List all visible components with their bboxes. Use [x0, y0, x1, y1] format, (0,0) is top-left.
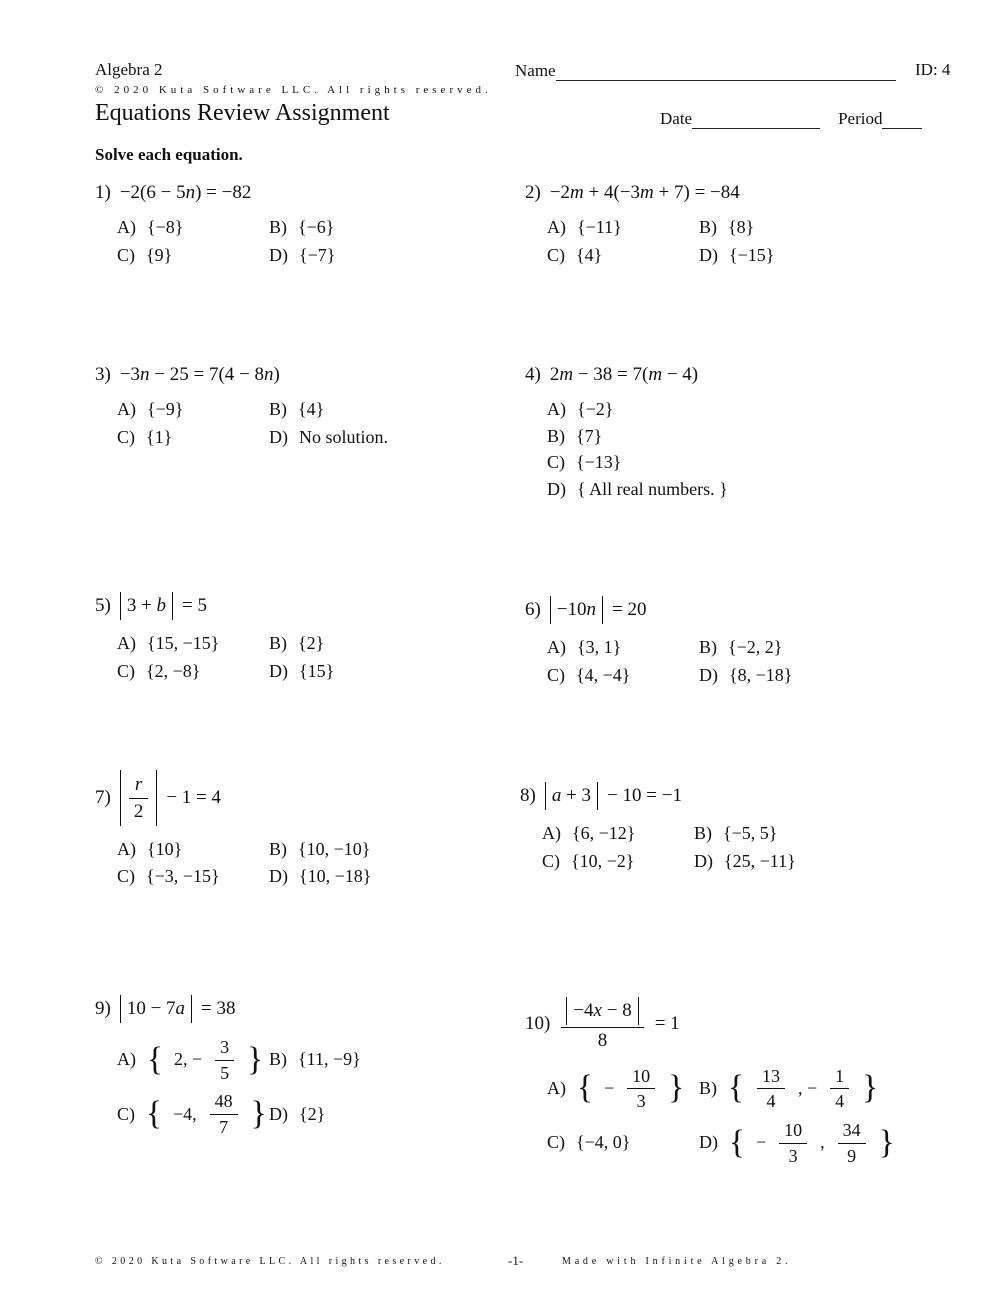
choice-d: D) { − $\frac{10}{3}$ , $\frac{34}{9}$ } — [699, 1120, 895, 1166]
course-label: Algebra 2 — [95, 60, 163, 79]
choice-d — [699, 665, 792, 686]
choice-label: D) — [694, 850, 713, 871]
fraction-denominator: 3 — [636, 1091, 646, 1112]
equation-text: = 38 — [201, 998, 236, 1019]
date-label: Date — [660, 108, 693, 128]
problem-8 — [520, 782, 796, 871]
choices — [117, 839, 371, 887]
choice-value: {4, −4} — [576, 664, 631, 685]
fraction — [627, 1065, 655, 1112]
choice-c — [542, 851, 694, 872]
choice-label: B) — [547, 425, 565, 446]
problem-number: 9) — [95, 998, 111, 1019]
choice-value: {−7} — [299, 244, 336, 265]
choice-c: C) { −4, $\frac{48}{7}$ } — [117, 1091, 267, 1137]
fraction-denominator: 9 — [847, 1145, 857, 1166]
choice-value: {15} — [299, 660, 335, 681]
choice-value: {−13} — [576, 452, 622, 473]
equation — [95, 592, 334, 620]
choice-value: {−3, −15} — [146, 866, 220, 887]
choice-d — [694, 851, 796, 872]
choice-value: − — [755, 1132, 767, 1153]
footer-copyright: © 2020 Kuta Software LLC. All rights reserved. — [95, 1256, 445, 1267]
choice-value: {−9} — [147, 398, 184, 419]
equation — [525, 182, 774, 204]
choice-b — [269, 399, 388, 420]
choice-label: C) — [117, 660, 135, 681]
choices — [117, 217, 335, 265]
choice-value: {−11} — [577, 216, 622, 237]
problem-7 — [95, 770, 371, 887]
choices — [117, 633, 334, 681]
choice-value: {25, −11} — [724, 850, 796, 871]
instructions: Solve each equation. — [95, 145, 243, 164]
fraction — [838, 1119, 866, 1166]
choices — [547, 399, 728, 500]
choice-value: {10, −18} — [299, 866, 372, 887]
choices — [547, 637, 792, 685]
choice-value: , — [820, 1132, 825, 1153]
choice-value: {−15} — [729, 244, 775, 265]
fraction-denominator: 4 — [835, 1091, 845, 1112]
choice-d — [699, 245, 774, 266]
choice-label: C) — [117, 866, 135, 887]
fraction-numerator: 34 — [838, 1119, 866, 1144]
equation-text: − 1 = 4 — [166, 786, 222, 808]
choice-value: {7} — [576, 425, 603, 446]
choice-c — [117, 661, 269, 682]
choices — [117, 399, 388, 447]
choice-label: A) — [547, 636, 566, 657]
absolute-value: −4x − 8 — [566, 997, 638, 1025]
fraction — [561, 996, 643, 1052]
problem-number: 3) — [95, 364, 111, 385]
page-number: -1- — [508, 1253, 524, 1268]
equation — [525, 364, 728, 386]
absolute-value: a + 3 — [545, 782, 598, 810]
period-blank-line — [882, 108, 922, 129]
problem-10 — [525, 996, 895, 1166]
fraction-denominator: 4 — [766, 1091, 776, 1112]
choice-value: {−6} — [298, 216, 335, 237]
choice-b: B) { $\frac{13}{4}$ , − $\frac{1}{4}$ } — [699, 1065, 879, 1112]
fraction-denominator: 8 — [597, 1029, 608, 1051]
choice-d — [269, 661, 334, 682]
choice-label: C) — [547, 244, 565, 265]
choice-value: {10} — [147, 838, 183, 859]
choice-label: C) — [542, 850, 560, 871]
choice-label: A) — [117, 1049, 136, 1070]
choices — [547, 1065, 895, 1167]
choice-d — [269, 1104, 361, 1125]
choice-d — [269, 245, 335, 266]
fraction-numerator: 1 — [830, 1065, 849, 1090]
choice-label: A) — [542, 822, 561, 843]
choice-b — [269, 1049, 361, 1070]
choice-label: A) — [547, 1078, 566, 1099]
problem-number: 7) — [95, 786, 111, 808]
choice-label: A) — [117, 632, 136, 653]
choices — [547, 217, 774, 265]
choice-value: { All real numbers. } — [577, 478, 728, 499]
choice-c — [117, 245, 269, 266]
choice-value: {2} — [298, 632, 325, 653]
fraction-numerator: r — [129, 773, 149, 799]
copyright-line: © 2020 Kuta Software LLC. All rights reserved. — [95, 84, 492, 96]
choice-value: {−2} — [577, 398, 614, 419]
fraction — [779, 1119, 807, 1166]
choice-d — [269, 427, 388, 448]
fraction — [129, 773, 149, 823]
problem-number: 8) — [520, 785, 536, 806]
problem-number: 1) — [95, 182, 111, 203]
choice-c — [547, 245, 699, 266]
choice-c — [547, 665, 699, 686]
problem-number: 4) — [525, 364, 541, 385]
equation-text: = 5 — [182, 595, 208, 616]
choice-value: {4} — [576, 244, 603, 265]
choice-value: {4} — [298, 398, 325, 419]
name-blank-line — [556, 60, 896, 81]
name-row — [515, 60, 896, 81]
problem-number: 5) — [95, 595, 111, 616]
choice-c — [547, 452, 621, 473]
absolute-value: 3 + b — [120, 592, 173, 620]
equation — [525, 996, 895, 1052]
footer-made-with: Made with Infinite Algebra 2. — [562, 1256, 792, 1267]
choice-value: {−2, 2} — [728, 636, 783, 657]
choice-label: D) — [269, 1103, 288, 1124]
problem-number: 6) — [525, 599, 541, 620]
problem-1 — [95, 182, 335, 265]
equation — [520, 782, 796, 810]
choice-value: {1} — [146, 426, 173, 447]
fraction — [830, 1065, 849, 1112]
equation — [525, 596, 792, 624]
choice-label: D) — [269, 866, 288, 887]
choice-label: A) — [117, 216, 136, 237]
fraction-numerator — [561, 996, 643, 1028]
choice-a — [542, 823, 694, 844]
choice-d — [547, 479, 728, 500]
equation — [95, 364, 388, 386]
choice-value: No solution. — [299, 426, 389, 447]
fraction-denominator: 2 — [133, 800, 144, 822]
problem-5 — [95, 592, 334, 681]
problem-3 — [95, 364, 388, 447]
choice-label: B) — [269, 216, 287, 237]
choice-label: D) — [699, 244, 718, 265]
problem-number: 2) — [525, 182, 541, 203]
choices — [542, 823, 796, 871]
choice-value: 2, − — [173, 1049, 203, 1070]
fraction-denominator: 5 — [220, 1062, 230, 1083]
choice-value: {8} — [728, 216, 755, 237]
choice-c — [547, 1132, 699, 1153]
choice-b — [547, 426, 602, 447]
choice-label: D) — [269, 244, 288, 265]
absolute-value: −10n — [550, 596, 603, 624]
choice-value: {3, 1} — [577, 636, 622, 657]
problem-2 — [525, 182, 774, 265]
equation-text: = 1 — [654, 1012, 680, 1034]
choice-label: B) — [699, 216, 717, 237]
fraction — [215, 1036, 234, 1083]
choice-b — [269, 633, 334, 654]
choice-label: B) — [269, 1049, 287, 1070]
equation-text: = 20 — [612, 599, 647, 620]
choice-label: C) — [547, 1132, 565, 1153]
choice-label: B) — [269, 632, 287, 653]
problem-9 — [95, 995, 361, 1138]
choice-a: A) { 2, − $\frac{3}{5}$ } — [117, 1036, 264, 1083]
choice-label: D) — [547, 478, 566, 499]
choice-value: {10, −2} — [571, 850, 635, 871]
fraction — [757, 1065, 785, 1112]
equation-text: 2m − 38 = 7(m − 4) — [549, 364, 699, 385]
choice-a — [547, 637, 699, 658]
absolute-value: 10 − 7a — [120, 995, 192, 1023]
choice-label: B) — [269, 398, 287, 419]
id-label: ID: 4 — [915, 60, 951, 79]
equation-text: − 10 = −1 — [607, 785, 682, 806]
choice-value: {10, −10} — [298, 838, 371, 859]
choice-a: A) { − $\frac{10}{3}$ } — [547, 1065, 685, 1112]
choice-label: D) — [699, 1132, 718, 1153]
choice-label: C) — [117, 1103, 135, 1124]
choice-value: {15, −15} — [147, 632, 220, 653]
choice-b — [699, 637, 792, 658]
fraction-denominator: 7 — [219, 1116, 229, 1137]
choice-value: {−5, 5} — [723, 822, 778, 843]
choice-value: {11, −9} — [298, 1049, 361, 1070]
equation-text: −2(6 − 5n) = −82 — [119, 182, 252, 203]
choice-b — [269, 839, 371, 860]
choice-label: A) — [547, 398, 566, 419]
equation — [95, 182, 335, 204]
choice-label: C) — [117, 426, 135, 447]
equation — [95, 770, 371, 826]
choice-c — [117, 866, 269, 887]
choice-a — [547, 217, 699, 238]
choice-value: {−4, 0} — [576, 1132, 631, 1153]
choice-d — [269, 866, 371, 887]
problem-4 — [525, 364, 728, 500]
name-label: Name — [515, 60, 556, 80]
problem-6 — [525, 596, 792, 685]
choice-value: {−8} — [147, 216, 184, 237]
choice-a — [117, 217, 269, 238]
fraction-denominator: 3 — [788, 1145, 798, 1166]
choice-b — [269, 217, 335, 238]
fraction-numerator: 13 — [757, 1065, 785, 1090]
choice-value: {9} — [146, 244, 173, 265]
absolute-value — [120, 770, 158, 826]
choice-label: C) — [547, 452, 565, 473]
choice-value: − — [603, 1078, 615, 1099]
choice-label: B) — [269, 838, 287, 859]
choice-value: {2} — [299, 1103, 326, 1124]
equation — [95, 995, 361, 1023]
choice-value: , − — [797, 1078, 818, 1099]
equation-text: −2m + 4(−3m + 7) = −84 — [549, 182, 740, 203]
choice-a — [547, 399, 613, 420]
choice-b — [699, 217, 774, 238]
date-period-row — [660, 108, 922, 129]
choice-label: A) — [547, 216, 566, 237]
choice-a — [117, 633, 269, 654]
choice-b — [694, 823, 796, 844]
choice-label: D) — [699, 664, 718, 685]
choice-value: {6, −12} — [572, 822, 636, 843]
choice-value: −4, — [172, 1103, 197, 1124]
choice-label: D) — [269, 426, 288, 447]
choice-a — [117, 839, 269, 860]
choice-label: C) — [117, 244, 135, 265]
problem-number: 10) — [525, 1012, 551, 1034]
page-title: Equations Review Assignment — [95, 100, 390, 126]
choice-label: A) — [117, 838, 136, 859]
date-blank-line — [692, 108, 820, 129]
choice-c — [117, 427, 269, 448]
choice-a — [117, 399, 269, 420]
choice-label: D) — [269, 660, 288, 681]
fraction-numerator: 10 — [627, 1065, 655, 1090]
choice-value: {8, −18} — [729, 664, 793, 685]
fraction-numerator: 3 — [215, 1036, 234, 1061]
choice-label: B) — [694, 822, 712, 843]
period-label: Period — [838, 108, 883, 128]
equation-text: −3n − 25 = 7(4 − 8n) — [119, 364, 280, 385]
fraction — [210, 1090, 238, 1137]
choice-label: B) — [699, 636, 717, 657]
choice-label: B) — [699, 1078, 717, 1099]
fraction-numerator: 10 — [779, 1119, 807, 1144]
choice-value: {2, −8} — [146, 660, 201, 681]
choice-label: C) — [547, 664, 565, 685]
choices — [117, 1036, 361, 1138]
choice-label: A) — [117, 398, 136, 419]
fraction-numerator: 48 — [210, 1090, 238, 1115]
